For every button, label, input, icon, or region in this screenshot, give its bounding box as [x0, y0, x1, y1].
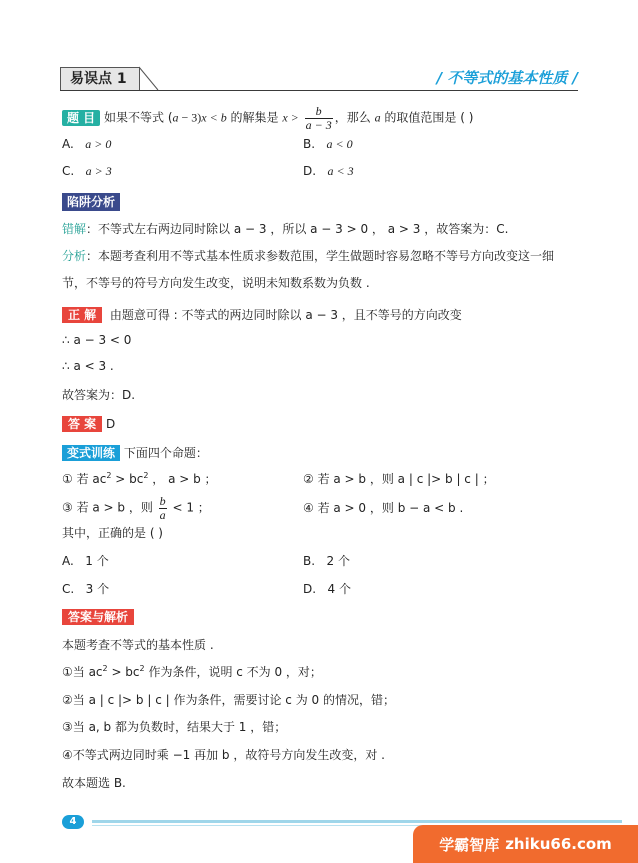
answer-label: 答 案 — [62, 416, 102, 432]
correct-solution-line-2: ∴ a − 3 < 0 — [62, 333, 132, 347]
solution-label-row — [62, 608, 134, 625]
watermark-url: zhiku66.com — [505, 835, 612, 853]
wrong-solution: 错解：不等式左右两边同时除以 a − 3 ，所以 a − 3 > 0 ， a > 3 ，故答案为：C. — [62, 222, 509, 236]
proposition-3: ③ 若 a > b ，则 $\frac{b}{a}$ < 1 ； — [62, 494, 210, 522]
tag-slash-decoration — [138, 66, 160, 91]
variant-option-b: B. 2 个 — [303, 554, 350, 568]
question-label: 题 目 — [62, 110, 100, 126]
answer-row — [62, 415, 115, 432]
header-rule — [60, 90, 578, 91]
solution-line-4: ③当 a, b 都为负数时，结果大于 1 ，错； — [62, 720, 287, 734]
proposition-2: ② 若 a > b ，则 a | c |> b | c | ； — [303, 472, 495, 486]
trap-label: 陷阱分析 — [62, 193, 120, 211]
solution-line-6: 故本题选 B. — [62, 776, 126, 790]
variant-label: 变式训练 — [62, 445, 120, 461]
option-d: D. a < 3 — [303, 164, 354, 178]
solution-line-3: ②当 a | c |> b | c | 作为条件，需要讨论 c 为 0 的情况，错； — [62, 693, 395, 707]
watermark-cn: 学霸智库 — [439, 835, 500, 854]
variant-option-a: A. 1 个 — [62, 554, 109, 568]
correct-solution-line-4: 故答案为：D. — [62, 388, 136, 402]
solution-line-5: ④不等式两边同时乘 −1 再加 b ，故符号方向发生改变，对 . — [62, 748, 385, 762]
solution-line-1: 本题考查不等式的基本性质 . — [62, 638, 214, 652]
answer-value: D — [106, 417, 116, 431]
correct-label: 正 解 — [62, 307, 102, 323]
correct-solution-line-1: 正 解 由题意可得 : 不等式的两边同时除以 a − 3 ，且不等号的方向改变 — [62, 306, 462, 323]
proposition-4: ④ 若 a > 0 ，则 b − a < b . — [303, 501, 464, 515]
analysis-line-1: 分析：本题考查利用不等式基本性质求参数范围，学生做题时容易忽略不等号方向改变这一细 — [62, 249, 555, 263]
page-number: 4 — [62, 815, 84, 829]
solution-label: 答案与解析 — [62, 609, 134, 625]
analysis-line-2: 节，不等号的符号方向发生改变，说明未知数系数为负数 . — [62, 276, 370, 290]
watermark-banner — [413, 825, 638, 863]
question-line: 题 目 如果不等式 (a − 3)x < b 的解集是 x > $\frac{b}{a - 3}$ ，那么 a 的取值范围是 ( ) — [62, 105, 473, 131]
section-tag: 易误点 1 — [60, 67, 140, 90]
variant-option-d: D. 4 个 — [303, 582, 351, 596]
solution-line-2: ①当 $ac^2 > bc^2$ 作为条件，说明 c 不为 0 ，对； — [62, 664, 322, 679]
section-title: / 不等式的基本性质 / — [436, 69, 578, 87]
question-fraction: $\frac{b}{a - 3}$ — [305, 104, 332, 132]
option-a: A. a > 0 — [62, 137, 112, 151]
trap-label-row — [62, 193, 120, 210]
variant-intro: 变式训练 下面四个命题： — [62, 444, 208, 461]
footer-rule — [92, 820, 622, 823]
option-c: C. a > 3 — [62, 164, 112, 178]
correct-solution-line-3: ∴ a < 3 . — [62, 359, 114, 373]
variant-option-c: C. 3 个 — [62, 582, 110, 596]
proposition-1: ① 若 $ac^2 > bc^2$ ， a > b ； — [62, 471, 217, 486]
variant-question: 其中，正确的是 ( ) — [62, 526, 163, 540]
option-b: B. a < 0 — [303, 137, 353, 151]
